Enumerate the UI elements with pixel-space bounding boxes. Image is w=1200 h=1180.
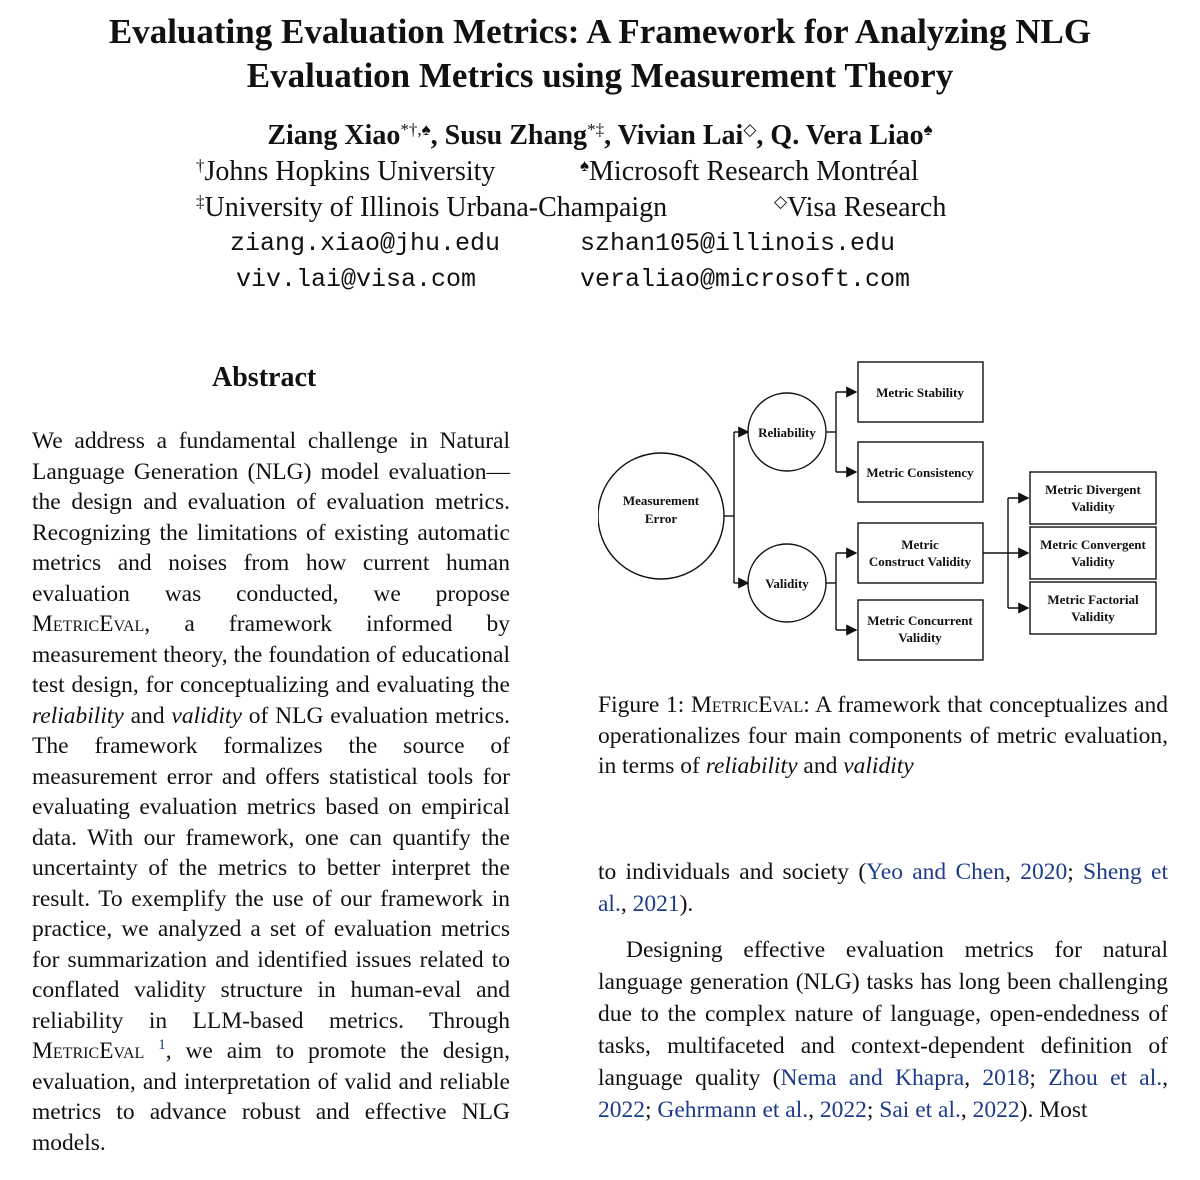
author-mark: *†,♠ [400,120,431,139]
body-paragraph: to individuals and society (Yeo and Chen, 2020; Sheng et al., 2021). [598,859,1169,917]
figure-caption [598,690,1168,782]
node-label: Metric Divergent [1045,482,1141,497]
citation-link[interactable]: 2022 [598,1097,645,1123]
body-paragraph: Designing effective evaluation metrics for natural language generation (NLG) tasks has long been challenging due to the complex nature of language, open-endedness of tasks, multifaceted and context-dependent definition of language quality (Nema and Khapra, 2018; Zhou et al., 2022; Gehrmann et al., 2022; Sai et al., 2022). Most [598,937,1169,1123]
node-label: Validity [1071,554,1115,569]
citation-link[interactable]: Zhou et al. [1048,1065,1163,1091]
node-convergent-validity [1030,527,1156,579]
node-label: Validity [765,576,809,591]
abstract-paragraph: We address a fundamental challenge in Natural Language Generation (NLG) model evaluation—the design and evaluation of evaluation metrics. Recognizing the limitations of existing automatic metrics and noises from how current human evaluation was conducted, we propose MetricEval, a framework informed by measurement theory, the foundation of educational test design, for conceptualizing and evaluating the reliability and validity of NLG evaluation metrics. The framework formalizes the source of measurement error and offers statistical tools for evaluating evaluation metrics based on empirical data. With our framework, one can quantify the uncertainty of the metrics to better interpret the result. To exemplify the use of our framework in practice, we analyzed a set of evaluation metrics for summarization and identified issues related to conflated validity structure in human-eval and reliability in LLM-based metrics. Through MetricEval $^1$, we aim to promote the design, evaluation, and interpretation of valid and reliable metrics to advance robust and effective NLG models. [32,428,510,1156]
node-factorial-validity [1030,582,1156,634]
citation-link[interactable]: Sheng et al. [598,859,1169,917]
citation-link[interactable]: 2020 [1020,859,1068,885]
body-text [598,856,1168,1126]
email-link[interactable]: veraliao@microsoft.com [580,265,911,294]
title-line-2: Evaluation Metrics using Measurement Theory [246,56,954,95]
affiliation-row [0,154,1200,190]
author-mark: ◇ [743,120,757,139]
citation-link[interactable]: Nema and Khapra [780,1065,965,1091]
caption-text: Figure 1: MetricEval: A framework that conceptualizes and operationalizes four main components of metric evaluation, in terms of reliability and validity [598,692,1168,779]
node-label: Metric Stability [876,385,964,400]
node-label: Reliability [758,425,816,440]
footnote-link[interactable]: 1 [158,1037,166,1053]
author-block [0,118,1200,298]
node-label: Metric [901,537,939,552]
node-label: Validity [898,630,942,645]
author-mark: ♠ [923,120,933,139]
email-row [0,226,1200,262]
affiliation: ♠Microsoft Research Montréal [580,156,919,187]
author-mark: *‡ [587,120,605,139]
node-label: Measurement [622,493,700,508]
author-name: Susu Zhang [444,120,588,151]
author-name: Vivian Lai [617,120,744,151]
affiliation-row [0,190,1200,226]
node-label: Construct Validity [868,554,972,569]
node-label: Metric Concurrent [867,613,973,628]
figure-1-diagram [598,358,1168,678]
citation-link[interactable]: 2018 [982,1065,1030,1091]
node-label: Metric Factorial [1047,592,1139,607]
email-link[interactable]: szhan105@illinois.edu [580,229,896,258]
author-names: Ziang Xiao*†,♠, Susu Zhang*‡, Vivian Lai◇, Q. Vera Liao♠ [267,120,933,151]
node-label: Validity [1071,499,1115,514]
citation-link[interactable]: 2022 [972,1097,1020,1123]
citation-link[interactable]: Sai et al. [879,1097,961,1123]
citation-link[interactable]: 2022 [819,1097,867,1123]
email-row [0,262,1200,298]
author-name: Ziang Xiao [267,120,401,151]
paper-title [0,10,1200,98]
abstract-heading: Abstract [212,362,317,393]
citation-link[interactable]: Yeo and Chen [866,859,1006,885]
affiliation: ◇Visa Research [774,192,947,223]
affiliation: †Johns Hopkins University [196,156,496,187]
citation-link[interactable]: 2021 [632,891,680,917]
framework-name: MetricEval [32,611,145,637]
node-label: Metric Convergent [1040,537,1146,552]
framework-name: MetricEval [32,1038,145,1064]
node-label: Error [644,511,678,526]
node-divergent-validity [1030,472,1156,524]
citation-link[interactable]: Gehrmann et al. [657,1097,809,1123]
email-link[interactable]: viv.lai@visa.com [236,265,477,294]
abstract-body [32,426,510,1158]
author-name: Q. Vera Liao [770,120,924,151]
node-construct-validity [858,523,983,583]
title-line-1: Evaluating Evaluation Metrics: A Framework for Analyzing NLG [108,12,1092,51]
node-label: Validity [1071,609,1115,624]
email-link[interactable]: ziang.xiao@jhu.edu [230,229,501,258]
affiliation: ‡University of Illinois Urbana-Champaign [196,192,668,223]
node-label: Metric Consistency [866,465,974,480]
